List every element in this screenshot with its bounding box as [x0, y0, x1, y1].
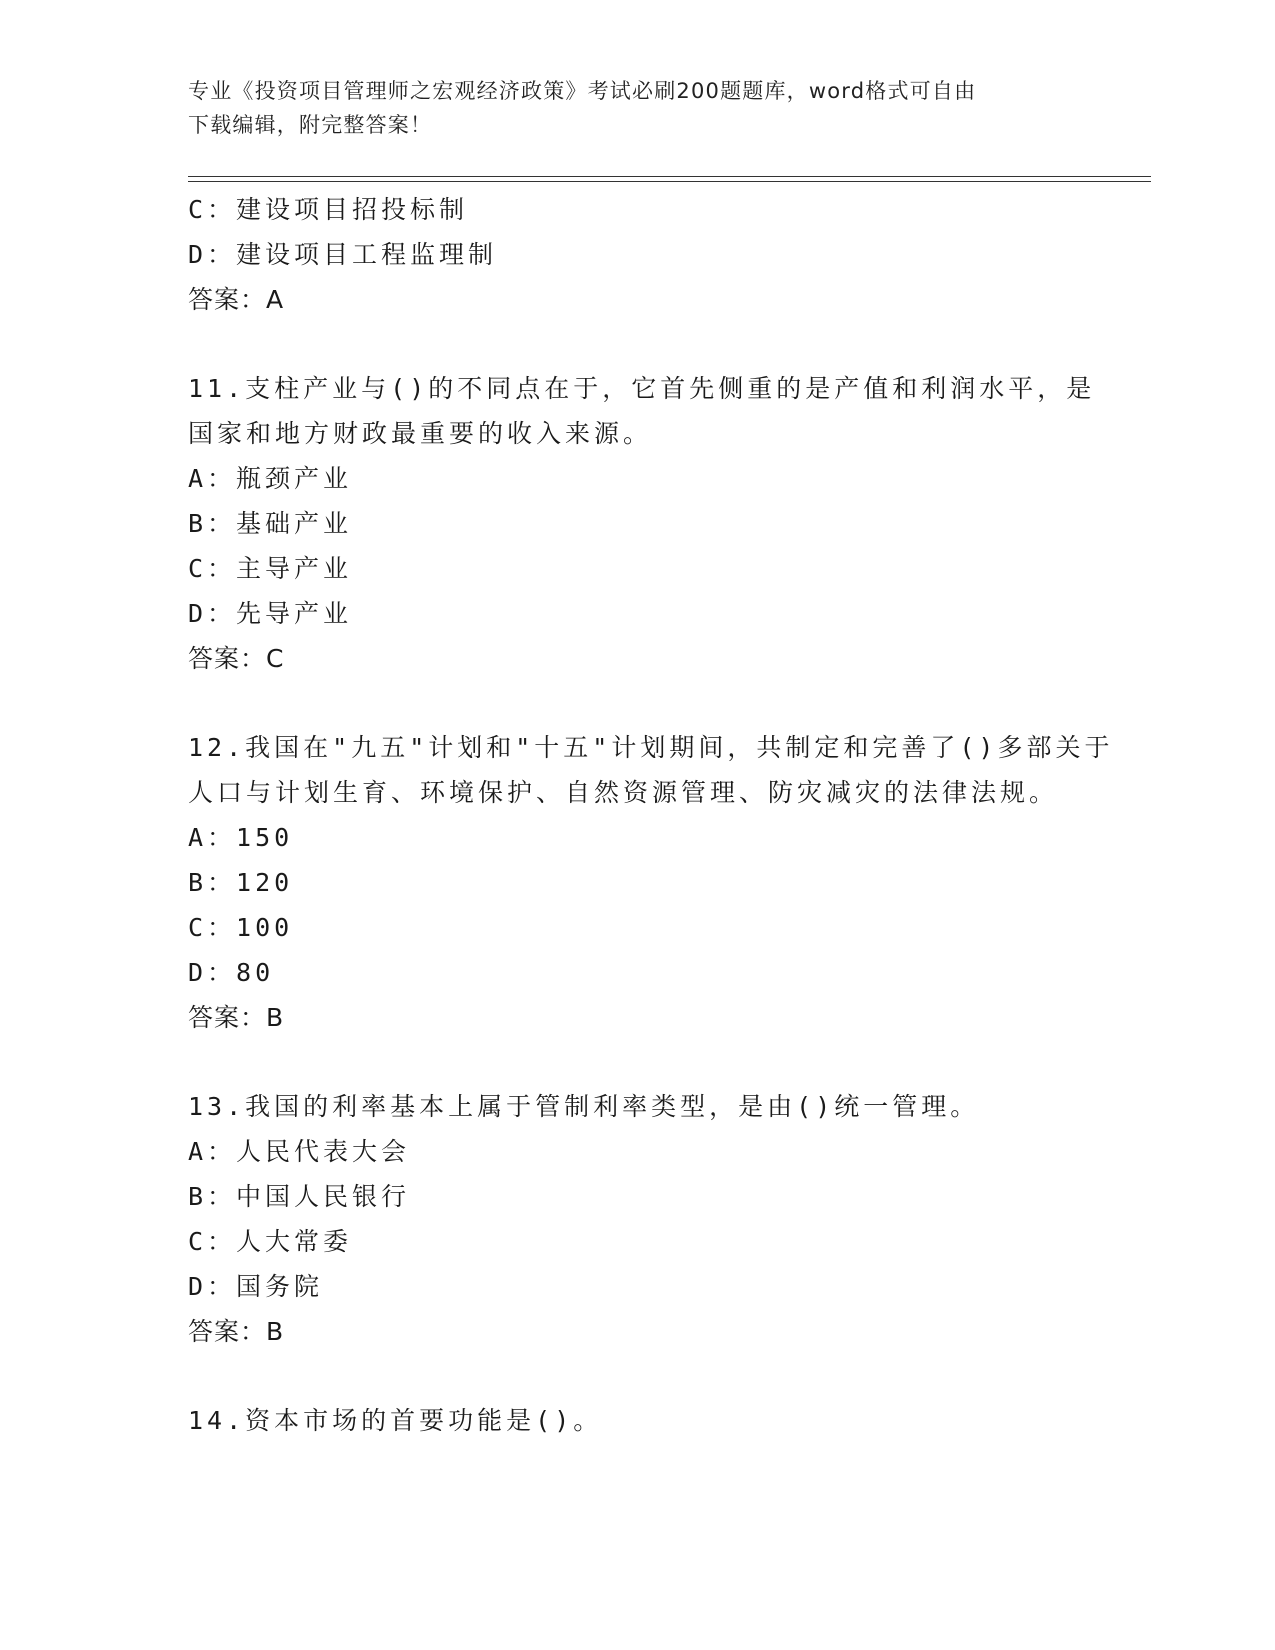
- question-stem-line: 人口与计划生育、环境保护、自然资源管理、防灾减灾的法律法规。: [188, 778, 1059, 807]
- option-d: D：先导产业: [188, 599, 353, 628]
- option-a: A：瓶颈产业: [188, 464, 353, 493]
- question-stem-line: 国家和地方财政最重要的收入来源。: [188, 419, 653, 448]
- header-line-1: 专业《投资项目管理师之宏观经济政策》考试必刷200题题库，word格式可自由: [188, 79, 977, 103]
- option-a: A：人民代表大会: [188, 1137, 411, 1166]
- option-c: C：100: [188, 913, 294, 942]
- option-d: D：80: [188, 958, 275, 987]
- question-stem-line: 13.我国的利率基本上属于管制利率类型，是由()统一管理。: [188, 1092, 980, 1121]
- document-header: [188, 74, 1088, 142]
- option-a: A：150: [188, 823, 294, 852]
- question-stem-line: 14.资本市场的首要功能是()。: [188, 1406, 603, 1435]
- header-line-2: 下载编辑，附完整答案！: [188, 113, 433, 137]
- answer-line: 答案：C: [188, 644, 285, 673]
- answer-line: 答案：B: [188, 1317, 285, 1346]
- option-d: D：建设项目工程监理制: [188, 240, 498, 269]
- question-stem-line: 12.我国在"九五"计划和"十五"计划期间，共制定和完善了()多部关于: [188, 733, 1114, 762]
- option-c: C：人大常委: [188, 1227, 353, 1256]
- option-d: D：国务院: [188, 1272, 324, 1301]
- option-b: B：中国人民银行: [188, 1182, 411, 1211]
- header-divider-bottom: [188, 181, 1151, 182]
- answer-line: 答案：B: [188, 1003, 285, 1032]
- answer-line: 答案：A: [188, 285, 285, 314]
- option-b: B：120: [188, 868, 294, 897]
- option-b: B：基础产业: [188, 509, 353, 538]
- header-divider-top: [188, 176, 1151, 177]
- option-c: C：主导产业: [188, 554, 353, 583]
- question-stem-line: 11.支柱产业与()的不同点在于，它首先侧重的是产值和利润水平，是: [188, 374, 1096, 403]
- option-c: C：建设项目招投标制: [188, 195, 469, 224]
